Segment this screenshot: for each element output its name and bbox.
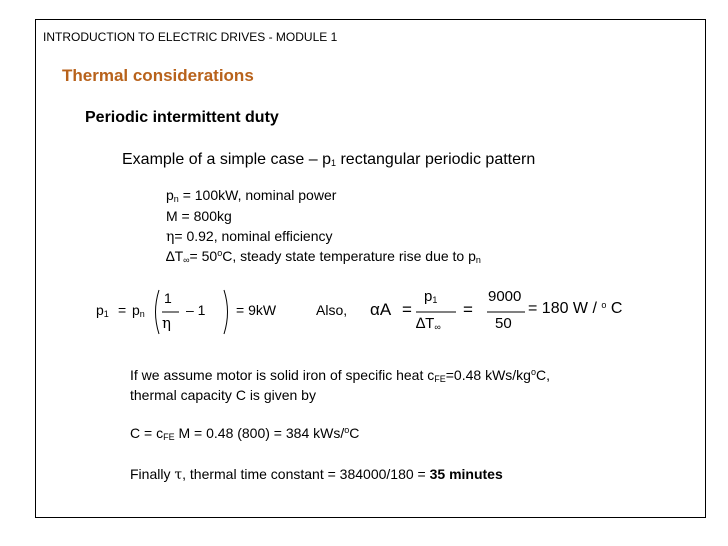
- eq1-equals: =: [118, 302, 127, 318]
- eq1-num: 1: [164, 290, 172, 306]
- eq1-p1-var: p: [96, 302, 104, 318]
- slide-frame: [35, 19, 706, 518]
- eq2-result-text: = 180 W /: [528, 300, 602, 317]
- eq1-minus-one: – 1: [186, 302, 206, 318]
- section-subtitle: Periodic intermittent duty: [85, 109, 279, 126]
- dt-sub: ∞: [183, 255, 190, 265]
- eq2-num-sub: 1: [432, 295, 438, 305]
- eq2-unit: C: [606, 300, 623, 317]
- capacity-sub: FE: [163, 432, 175, 442]
- eq2-eq2: =: [463, 300, 473, 319]
- assume-sub: FE: [434, 374, 446, 384]
- param-mass: M = 800kg: [166, 208, 232, 224]
- finally-line: [130, 466, 503, 483]
- eq1-result: = 9kW: [236, 302, 277, 318]
- slide-title: Thermal considerations: [62, 66, 254, 85]
- eq1-pn: [132, 302, 145, 319]
- example-text: Example of a simple case – p: [122, 151, 331, 168]
- pn-var: p: [166, 187, 174, 203]
- dt-mid: = 50: [189, 248, 218, 264]
- eq2-deg: o: [601, 300, 607, 310]
- eq2-den-var: ∆T: [416, 315, 435, 332]
- eta-symbol: η: [166, 229, 175, 245]
- eq1-p1-sub: 1: [103, 309, 109, 319]
- eq2-num-var: p: [424, 288, 433, 305]
- pn-sub: n: [173, 194, 179, 204]
- finally-b: , thermal time constant = 384000/180 =: [182, 466, 430, 482]
- capacity-b: M = 0.48 (800) = 384 kWs/: [174, 425, 345, 441]
- eq2-den2: 50: [495, 315, 512, 332]
- eq2-result: [528, 300, 622, 318]
- example-heading: [122, 151, 535, 169]
- pn-rest: = 100kW, nominal power: [178, 187, 337, 203]
- equation-p1: [96, 286, 277, 338]
- dt-rest: C, steady state temperature rise due to p: [222, 248, 476, 264]
- param-efficiency: [166, 228, 333, 245]
- eq2-den-sub: ∞: [434, 322, 441, 332]
- assume-c: C,: [535, 367, 550, 383]
- slide-header: INTRODUCTION TO ELECTRIC DRIVES - MODULE 1: [43, 30, 338, 44]
- capacity-c: C: [349, 425, 360, 441]
- eq2-lhs: αA: [370, 300, 392, 319]
- time-constant-result: 35 minutes: [429, 466, 503, 482]
- eq1-den: η: [162, 314, 171, 332]
- dt-rest-sub: n: [475, 255, 481, 265]
- assume-deg: o: [530, 367, 536, 377]
- eq2-eq1: =: [402, 300, 412, 319]
- capacity-deg: o: [344, 425, 350, 435]
- eq2-den: [416, 315, 441, 332]
- equation-alpha-a: [368, 286, 623, 338]
- assume-a: If we assume motor is solid iron of specific heat c: [130, 367, 435, 383]
- param-nominal-power: [166, 187, 336, 204]
- eq1-p1: [96, 302, 109, 319]
- finally-a: Finally: [130, 466, 175, 482]
- assume-line-2: thermal capacity C is given by: [130, 387, 316, 403]
- tau-symbol: τ: [174, 467, 183, 483]
- eq2-num: [424, 288, 437, 305]
- example-rest: rectangular periodic pattern: [336, 151, 536, 168]
- example-sub: 1: [331, 158, 337, 168]
- capacity-line: [130, 425, 359, 442]
- dt-symbol: ∆T: [166, 248, 184, 264]
- also-label: Also,: [316, 302, 348, 318]
- eff-rest: = 0.92, nominal efficiency: [174, 228, 333, 244]
- capacity-a: C = c: [130, 425, 164, 441]
- eq1-pn-var: p: [132, 302, 140, 318]
- assume-b: =0.48 kWs/kg: [445, 367, 531, 383]
- dt-deg: o: [217, 248, 223, 258]
- eq1-pn-sub: n: [139, 309, 145, 319]
- assume-line-1: [130, 367, 550, 384]
- param-temperature-rise: [166, 248, 481, 265]
- eq2-num2: 9000: [488, 288, 522, 305]
